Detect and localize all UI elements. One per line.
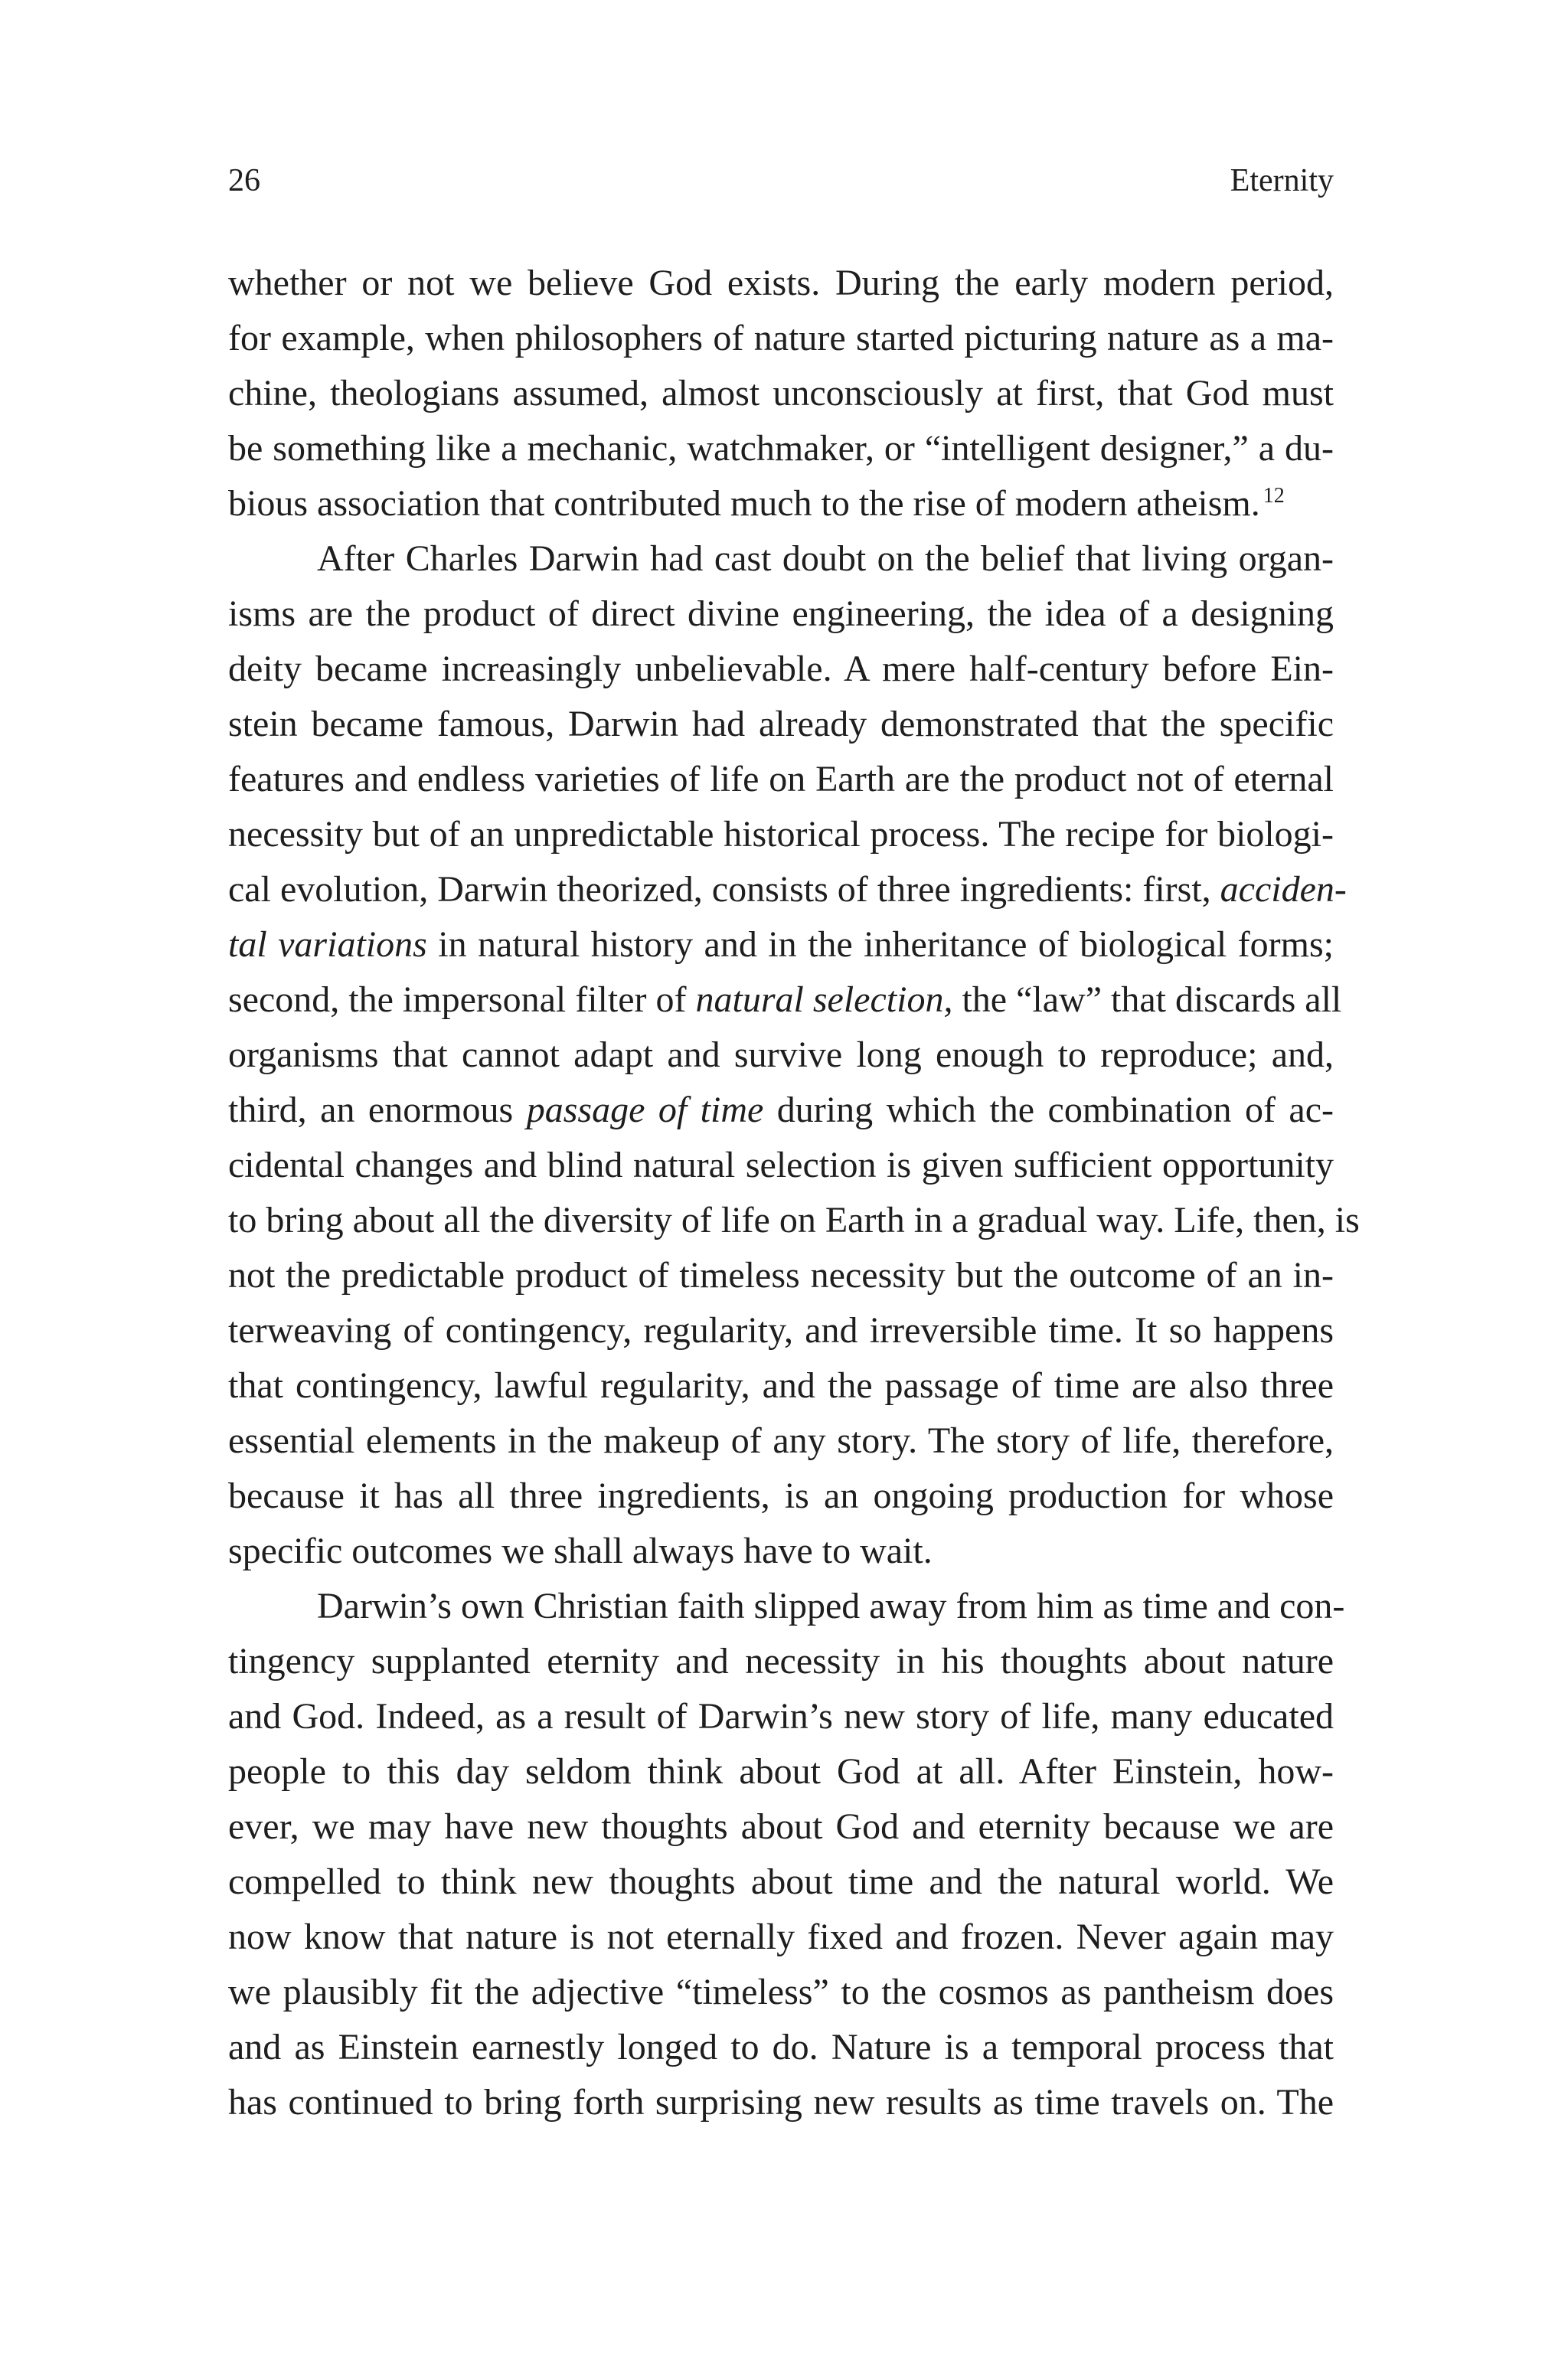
text-run: third, an enormous: [228, 1090, 527, 1130]
text-line: [228, 311, 1334, 366]
text-line: [228, 1689, 1334, 1744]
text-run: now know that nature is not eternally fixed and frozen. Never again may: [228, 1917, 1334, 1957]
text-line: [228, 256, 1334, 311]
text-line: [228, 1965, 1334, 2020]
text-line: [228, 1193, 1360, 1248]
text-line: [228, 2075, 1334, 2130]
text-line: [228, 587, 1334, 642]
text-run: organisms that cannot adapt and survive long enough to reproduce; and,: [228, 1034, 1334, 1075]
text-line: [228, 531, 1334, 587]
text-run: cidental changes and blind natural selection is given sufficient opportunity: [228, 1145, 1334, 1185]
italic-term: tal variations: [228, 924, 427, 965]
text-line: [228, 2020, 1334, 2075]
text-line: [228, 1855, 1334, 1910]
text-line: [228, 807, 1334, 862]
text-line: [228, 917, 1334, 972]
text-run: and God. Indeed, as a result of Darwin’s new story of life, many educated: [228, 1696, 1334, 1737]
text-line: [228, 421, 1334, 476]
text-run: be something like a mechanic, watchmaker, or “intelligent designer,” a du-: [228, 428, 1334, 469]
text-line: [228, 1358, 1334, 1414]
text-run: in natural history and in the inheritance of biological forms;: [426, 924, 1334, 965]
text-line: [228, 1303, 1334, 1358]
body-text: [228, 256, 1360, 2130]
text-run: cal evolution, Darwin theorized, consists of three ingredients: first,: [228, 869, 1220, 910]
text-line: [228, 862, 1347, 917]
text-run: features and endless varieties of life on Earth are the product not of eternal: [228, 759, 1334, 799]
text-line: [228, 1524, 1334, 1579]
text-run: essential elements in the makeup of any story. The story of life, therefore,: [228, 1420, 1334, 1461]
text-run: Darwin’s own Christian faith slipped away from him as time and con-: [317, 1586, 1345, 1626]
text-run: people to this day seldom think about God at all. After Einstein, how-: [228, 1751, 1334, 1792]
paragraph: [228, 531, 1360, 1579]
italic-term: natural selection,: [695, 979, 953, 1020]
page-number: 26: [228, 163, 260, 198]
text-run: because it has all three ingredients, is an ongoing production for whose: [228, 1476, 1334, 1516]
text-line: [228, 752, 1334, 807]
text-line: [228, 1248, 1334, 1303]
text-run: during which the combination of ac-: [763, 1090, 1334, 1130]
text-run: for example, when philosophers of nature started picturing nature as a ma-: [228, 318, 1334, 358]
text-run: deity became increasingly unbelievable. A mere half-century before Ein-: [228, 649, 1334, 689]
paragraph: [228, 1579, 1345, 2130]
text-line: [228, 1910, 1334, 1965]
text-run: terweaving of contingency, regularity, and irreversible time. It so happens: [228, 1310, 1334, 1351]
text-line: [228, 1028, 1334, 1083]
text-run: second, the impersonal filter of: [228, 979, 696, 1020]
text-run: After Charles Darwin had cast doubt on the belief that living organ-: [317, 538, 1334, 579]
text-run: has continued to bring forth surprising new results as time travels on. The: [228, 2082, 1334, 2123]
text-line: [228, 1414, 1334, 1469]
text-run: necessity but of an unpredictable historical process. The recipe for biologi-: [228, 814, 1334, 855]
text-run: the “law” that discards all: [952, 979, 1342, 1020]
text-line: [228, 642, 1334, 697]
text-run: chine, theologians assumed, almost unconsciously at first, that God must: [228, 373, 1334, 413]
text-line: [228, 697, 1334, 752]
text-run: that contingency, lawful regularity, and the passage of time are also three: [228, 1365, 1334, 1406]
italic-term: acciden-: [1220, 869, 1347, 910]
paragraph: [228, 256, 1334, 531]
text-line: [228, 1634, 1334, 1689]
text-run: tingency supplanted eternity and necessity in his thoughts about nature: [228, 1641, 1334, 1682]
text-run: bious association that contributed much to the rise of modern atheism.: [228, 483, 1260, 524]
text-line: [228, 1138, 1334, 1193]
text-line: [228, 476, 1334, 531]
text-line: [228, 1799, 1334, 1855]
text-run: isms are the product of direct divine engineering, the idea of a designing: [228, 593, 1334, 634]
text-run: and as Einstein earnestly longed to do. Nature is a temporal process that: [228, 2027, 1334, 2067]
text-run: stein became famous, Darwin had already demonstrated that the specific: [228, 704, 1334, 744]
text-run: we plausibly fit the adjective “timeless” to the cosmos as pantheism does: [228, 1972, 1334, 2012]
text-line: [228, 1744, 1334, 1799]
text-run: to bring about all the diversity of life on Earth in a gradual way. Life, then, is: [228, 1200, 1360, 1240]
text-line: [228, 1083, 1334, 1138]
text-run: specific outcomes we shall always have to wait.: [228, 1531, 933, 1571]
footnote-reference: 12: [1263, 484, 1285, 508]
text-run: ever, we may have new thoughts about God and eternity because we are: [228, 1806, 1334, 1847]
text-run: not the predictable product of timeless necessity but the outcome of an in-: [228, 1255, 1334, 1296]
page-header: [228, 158, 1334, 204]
text-line: [228, 1469, 1334, 1524]
running-head: Eternity: [1230, 163, 1334, 198]
italic-term: passage of time: [526, 1090, 764, 1130]
text-run: compelled to think new thoughts about time and the natural world. We: [228, 1861, 1334, 1902]
text-line: [228, 1579, 1345, 1634]
text-line: [228, 972, 1342, 1028]
text-line: [228, 366, 1334, 421]
text-run: whether or not we believe God exists. During the early modern period,: [228, 263, 1334, 303]
